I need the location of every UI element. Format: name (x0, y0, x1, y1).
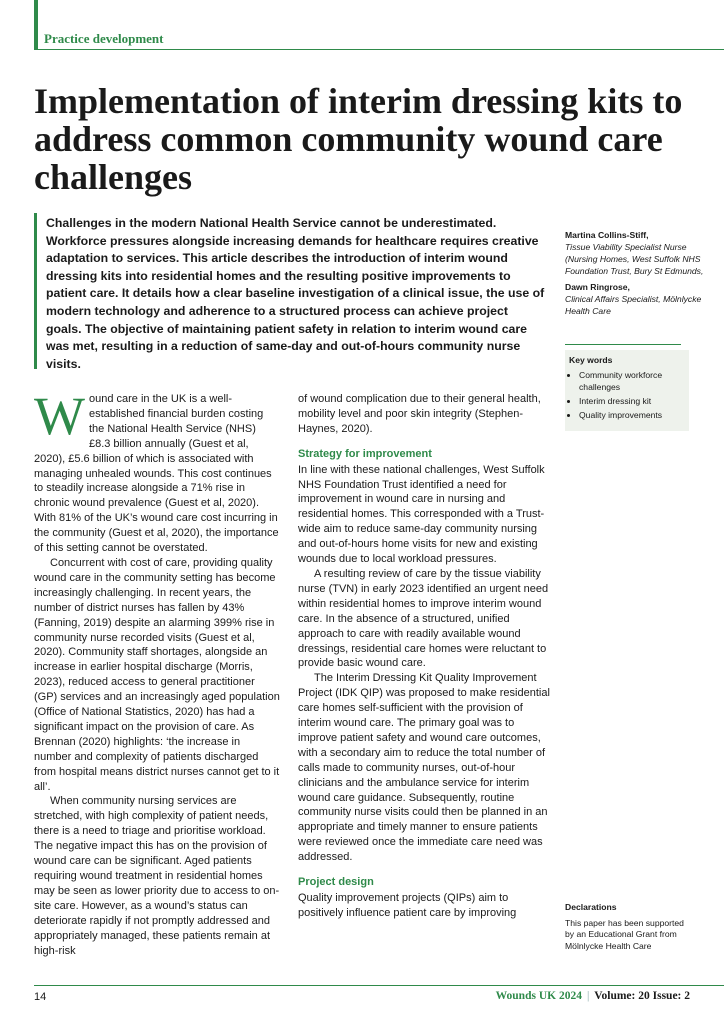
article-title: Implementation of interim dressing kits to address common community wound care challenges (34, 81, 683, 197)
author-name: Martina Collins-Stiff, (565, 230, 649, 240)
declarations-title: Declarations (565, 902, 617, 912)
keywords-box (565, 350, 689, 431)
body-paragraph-text: ound care in the UK is a well-established financial burden costing the National Health Service (NHS) £8.3 billion annually (Guest et al, 2020), £5.6 billion of which is associated with managing unhealed wounds. This cost continues to steadily increase alongside a 71% rise in chronic wound prevalence (Guest et al, 2020). With 81% of the UK’s wound care cost incurring in the community (Guest et al, 2020), the importance of this setting cannot be overstated. (34, 393, 279, 555)
author-name: Dawn Ringrose, (565, 282, 630, 292)
body-paragraph: The Interim Dressing Kit Quality Improvement Project (IDK QIP) was proposed to make residential care homes self-sufficient with the provision of interim wound care. The primary goal was to improve patient safety and wound care outcomes, with a secondary aim to reduce the total number of calls made to community nurses, out-of-hour clinicians and the ambulance service for interim wound care guidance. Subsequently, routine community nurse visits could then be planned in an appropriate and timely manner to ensure patients were reviewed once the immediate care need was addressed. (298, 672, 550, 864)
body-paragraph: Quality improvement projects (QIPs) aim to positively influence patient care by improving (298, 892, 517, 919)
declarations-text: This paper has been supported by an Educational Grant from Mölnlycke Health Care (565, 917, 684, 951)
section-accent-bar (34, 0, 38, 50)
body-paragraph: In line with these national challenges, West Suffolk NHS Foundation Trust identified a need for improvement in wound care in nursing and residential homes. This corresponded with a Trust-wide aim to reduce same-day community nursing and out-of-hours home visits for new and existing wounds due to local workload pressures. (298, 463, 545, 566)
footer-separator: | (586, 990, 590, 1002)
section-label: Practice development (44, 31, 164, 46)
keywords-title: Key words (569, 355, 613, 365)
keywords-rule (565, 344, 681, 345)
footer-rule (34, 985, 724, 986)
abstract-accent-bar (34, 213, 37, 369)
body-paragraph (34, 386, 280, 556)
author-affiliation: Clinical Affairs Specialist, Mölnlycke Health Care (565, 294, 702, 316)
keyword-item: • Interim dressing kit (579, 395, 689, 407)
author-affiliation: Tissue Viability Specialist Nurse (Nursing Homes, West Suffolk NHS Foundation Trust, Bury St Edmunds, (565, 242, 704, 276)
keyword-item: • Quality improvements (579, 409, 689, 421)
subheading: Project design (298, 876, 374, 889)
body-paragraph: of wound complication due to their general health, mobility level and poor skin integrity (Stephen-Haynes, 2020). (298, 393, 541, 435)
body-column-right (298, 392, 550, 921)
body-paragraph: A resulting review of care by the tissue viability nurse (TVN) in early 2023 identified an urgent need within residential homes to improve interim wound care. In the absence of a structured, unified approach to care with readily available wound dressings, residential care homes were reluctant to provide basic wound care. (298, 567, 549, 670)
declarations (565, 902, 695, 952)
volume-issue: Volume: 20 Issue: 2 (594, 990, 690, 1002)
body-column-left (34, 386, 280, 958)
drop-cap: W (34, 386, 85, 446)
keyword-item: • Community workforce challenges (579, 369, 689, 393)
journal-name: Wounds UK 2024 (495, 990, 582, 1002)
journal-info (496, 990, 690, 1002)
keywords-list (569, 369, 689, 421)
author-list (565, 229, 715, 321)
abstract: Challenges in the modern National Health Service cannot be underestimated. Workforce pressures alongside increasing demands for healthcare requires creative adaptation to services. This article describes the introduction of interim wound dressing kits into residential homes and the resulting positive improvements to patient care. It details how a clear baseline investigation of a clinical issue, the use of modern technology and adherence to a structured process can achieve project goals. The objective of maintaining patient safety in relation to interim wound care was met, resulting in a reduction of same-day and out-of-hours community nurse visits. (46, 216, 545, 371)
page-number: 14 (34, 991, 47, 1003)
header-rule (34, 49, 724, 50)
body-paragraph: When community nursing services are stretched, with high complexity of patient needs, there is a need to triage and prioritise workload. The negative impact this has on the provision of wound care can be significant. Aged patients requiring wound treatment in residential homes may be seen as lower priority due to access to on-site care. However, as a wound’s status can deteriorate rapidly if not promptly addressed and appropriately managed, these patients remain at high-risk (34, 795, 280, 957)
body-paragraph: Concurrent with cost of care, providing quality wound care in the community setting has become increasingly challenging. In recent years, the number of district nurses has fallen by 43% (Fanning, 2019) despite an alarming 399% rise in community nurse recorded visits (Guest et al, 2020). Community staff shortages, alongside an increase in earlier hospital discharge (Morris, 2023), reduced access to general practitioner (GP) services and an increasingly aged population (Office of National Statistics, 2020) has had a significant impact on the provision of care. As Brennan (2020) highlights: ‘the increase in number and complexity of patients discharged from hospital means district nurses cannot get to it all’. (34, 556, 280, 793)
subheading: Strategy for improvement (298, 447, 432, 460)
